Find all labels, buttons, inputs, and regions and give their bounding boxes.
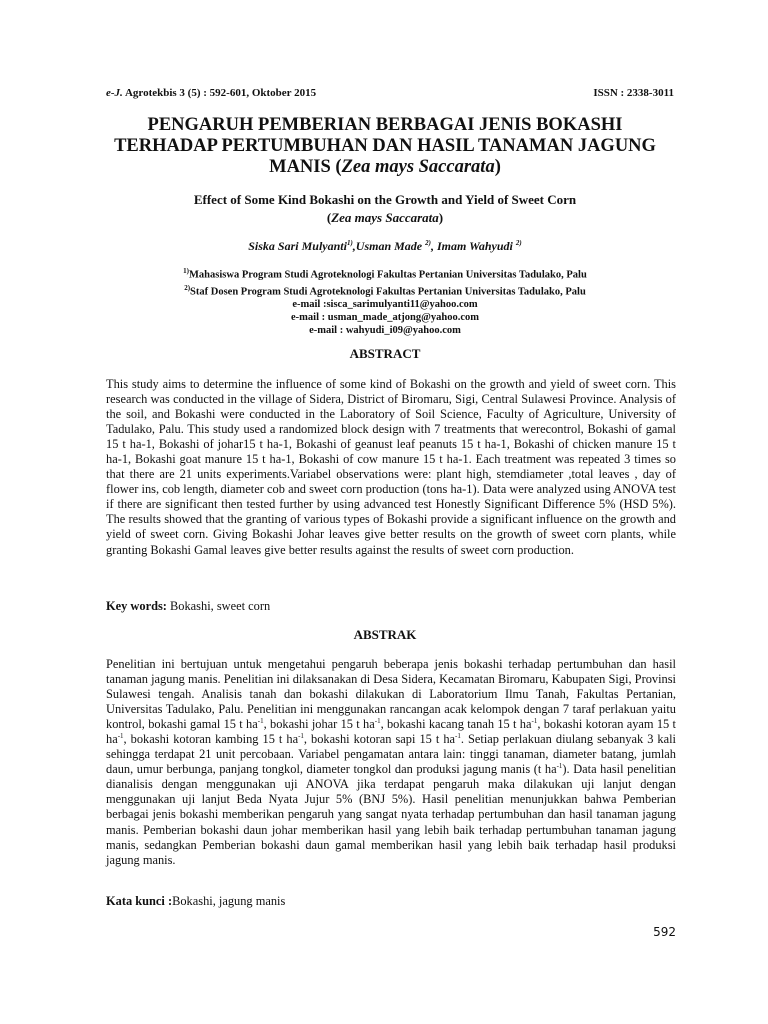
journal-prefix: e-J. <box>106 87 123 99</box>
abstract-heading: ABSTRACT <box>349 346 421 361</box>
title-line-2: TERHADAP PERTUMBUHAN DAN HASIL TANAMAN JAGUNG <box>114 136 656 156</box>
page-number: 592 <box>653 925 676 939</box>
abstract-text: This study aims to determine the influence of some kind of Bokashi on the growth and yield of sweet corn. This research was conducted in the village of Sidera, District of Biromaru, Sigi, Central Sulawesi Province. Analysis of the soil, and Bokashi were conducted in the Laboratory of Soil Science, Faculty of Agriculture, University of Tadulako, Palu. This study used a randomized block design with 7 treatments that werecontrol, Bokashi of gamal 15 t ha-1, Bokashi of johar15 t ha-1, Bokashi of geanust leaf peanuts 15 t ha-1, Bokashi of chicken manure 15 t ha-1, Bokashi goat manure 15 t ha-1, Bokashi of cow manure 15 t ha-1. Each treatment was repeated 3 times so that there are 21 units experiments.Variabel observations were: plant high, stemdiameter ,total leaves , day of flower ins, cob length, diameter cob and sweet corn production (tons ha-1). Data were analyzed using ANOVA test if there are significant then tested further by using advanced test Honestly Significant Difference 5% (HSD 5%). The results showed that the granting of various types of Bokashi provide a significant influence on the growth and yield of sweet corn. Giving Bokashi Johar leaves give better results on the growth of sweet corn plants, while granting Bokashi Gamal leaves give better results against the results of sweet corn production. <box>106 377 676 557</box>
email-2: e-mail : usman_made_atjong@yahoo.com <box>291 312 479 323</box>
journal-rest: Agrotekbis 3 (5) : 592-601, Oktober 2015 <box>122 87 317 99</box>
keywords: Key words: Bokashi, sweet corn <box>106 599 271 613</box>
keywords-label: Key words: <box>106 599 167 613</box>
english-title <box>100 191 670 227</box>
email-3: e-mail : wahyudi_i09@yahoo.com <box>309 325 461 336</box>
paper-title <box>90 115 680 178</box>
abstrak-text: Penelitian ini bertujuan untuk mengetahui pengaruh beberapa jenis bokashi terhadap pertumbuhan dan hasil tanaman jagung manis. Penelitian ini dilaksanakan di Desa Sidera, Kecamatan Biromaru, Kabupaten Sigi, Provinsi Sulawesi tengah. Analisis tanah dan bokashi dilakukan di Laboratorium Ilmu Tanah, Fakultas Pertanian, Universitas Tadulako, Palu. Penelitian ini menggunakan rancangan acak kelompok dengan 7 taraf perlakuan yaitu kontrol, bokashi gamal 15 t $ha^{-1}$, bokashi johar 15 t $ha^{-1}$, bokashi kacang tanah 15 t $ha^{-1}$, bokashi kotoran ayam 15 t $ha^{-1}$, bokashi kotoran kambing 15 t $ha^{-1}$, bokashi kotoran sapi 15 t $ha^{-1}$. Setiap perlakuan diulang sebanyak 3 kali sehingga terdapat 21 unit percobaan. Variabel pengamatan antara lain: tinggi tanaman, diameter batang, jumlah daun, umur berbunga, panjang tongkol, diameter tongkol dan produksi jagung manis (t $ha^{-1}$). Data hasil penelitian dianalisis dengan menggunakan uji ANOVA jika terdapat pengaruh maka dilakukan uji lanjut dengan menggunakan uji lanjut Beda Nyata Jujur 5% (BNJ 5%). Hasil penelitian menunjukkan bahwa Pemberian berbagai jenis bokashi memberikan pengaruh yang sangat nyata terhadap pertumbuhan dan hasil tanaman jagung manis. Pemberian bokashi daun johar memberikan hasil yang lebih baik terhadap pertumbuhan tanaman jagung manis, sedangkan Pemberian bokashi daun gamal memberikan hasil yang lebih baik terhadap hasil produksi jagung manis. <box>106 657 676 867</box>
affiliations <box>100 265 670 337</box>
affiliation-2: $^{2)}$Staf Dosen Program Studi Agroteknologi Fakultas Pertanian Universitas Tadulako, Palu <box>184 283 586 297</box>
title-line-3: MANIS (Zea mays Saccarata) <box>269 157 501 177</box>
issn: ISSN : 2338-3011 <box>593 87 674 99</box>
kata-kunci-label: Kata kunci : <box>106 894 173 908</box>
scientific-name: Zea mays Saccarata <box>341 157 495 177</box>
email-1: e-mail :sisca_sarimulyanti11@yahoo.com <box>292 299 478 310</box>
title-line-1: PENGARUH PEMBERIAN BERBAGAI JENIS BOKASHI <box>147 115 623 135</box>
journal-citation <box>106 87 316 99</box>
english-title-line-2: (Zea mays Saccarata) <box>326 210 444 225</box>
abstrak-heading: ABSTRAK <box>353 627 417 642</box>
kata-kunci: Kata kunci :Bokashi, jagung manis <box>106 894 286 908</box>
english-title-line-1: Effect of Some Kind Bokashi on the Growth and Yield of Sweet Corn <box>193 192 577 207</box>
author-list: Siska Sari Mulyanti$^{1)}$,Usman Made $^{2)}$, Imam Wahyudi $^{2)}$ <box>248 239 522 253</box>
affiliation-1: $^{1)}$Mahasiswa Program Studi Agroteknologi Fakultas Pertanian Universitas Tadulako, Palu <box>183 267 587 281</box>
